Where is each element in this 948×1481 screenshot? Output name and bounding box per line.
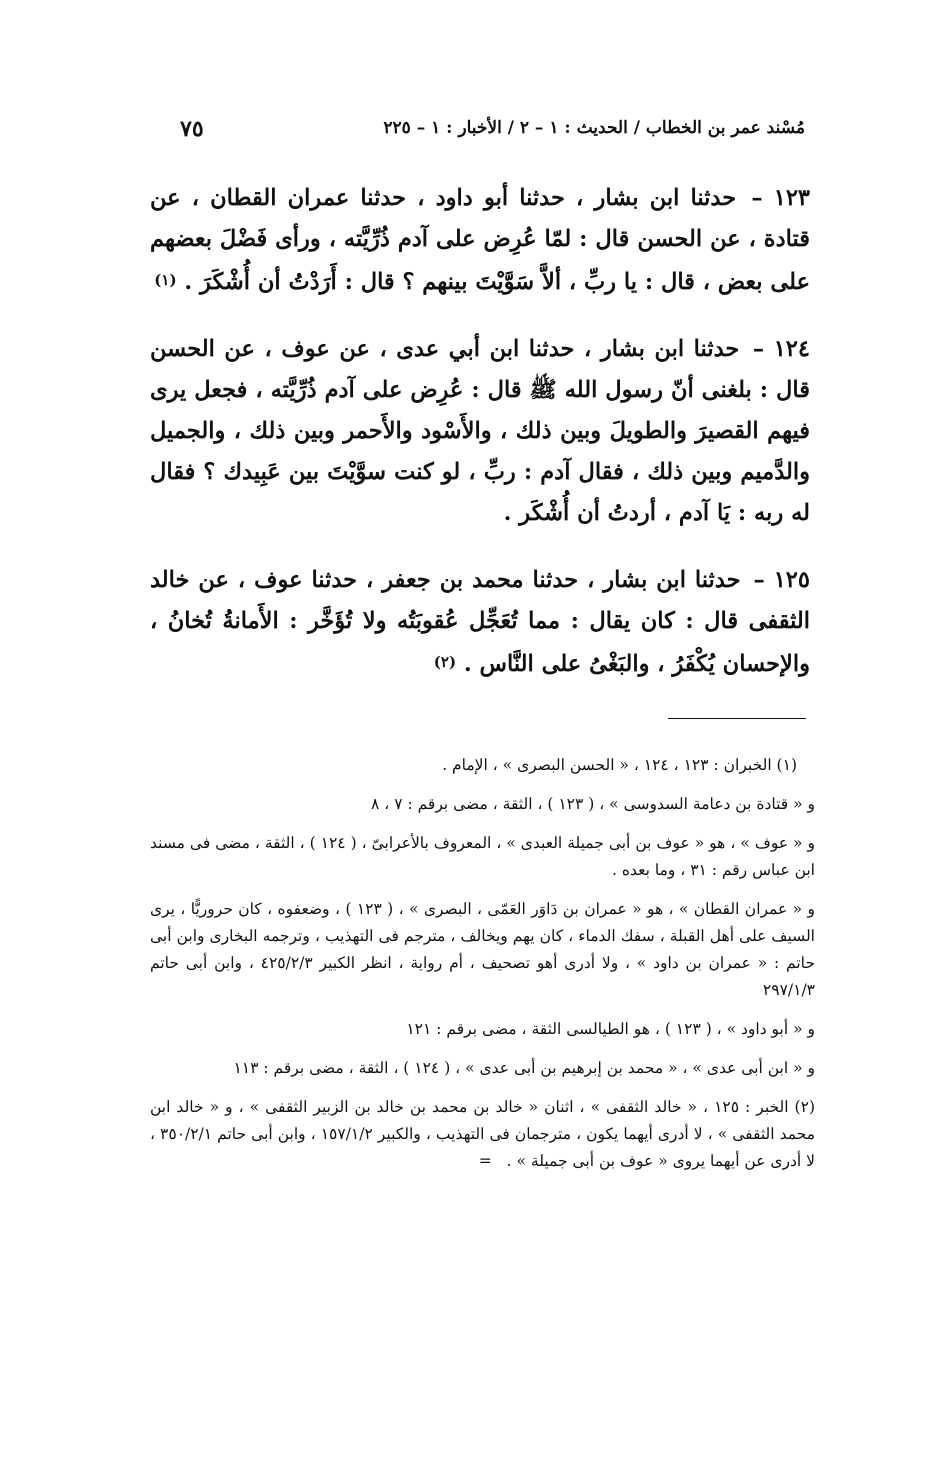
footnotes xyxy=(150,752,815,1187)
hadith-number: ١٢٣ – xyxy=(751,185,810,211)
hadith-number: ١٢٤ – xyxy=(752,336,810,362)
footnote-1-note: و « أبو داود » ، ( ١٢٣ ) ، هو الطيالسى الثقة ، مضى برقم : ١٢١ xyxy=(406,1020,815,1038)
footnote-ref: (٢) xyxy=(433,653,457,671)
header-title: مُسْند عمر بن الخطاب / الحديث : ١ – ٢ / الأخبار : ١ – ٢٢٥ xyxy=(383,118,805,138)
footnote-separator xyxy=(668,718,806,719)
hadith-125 xyxy=(150,560,810,685)
footnote-1-note: و « ابن أبى عدى » ، « محمد بن إبرهيم بن أبى عدى » ، ( ١٢٤ ) ، الثقة ، مضى برقم : ١١٣ xyxy=(233,1059,815,1077)
hadith-text: حدثنا ابن بشار ، حدثنا ابن أبي عدى ، عن عوف ، عن الحسن قال : بلغنى أنّ رسول الله ﷺ قال : عُرِض على آدم ذُرِّيَّته ، فجعل يرى فيهم القصيرَ والطويلَ وبين ذلك ، والأَسْود والأَحمر وبين ذلك ، والجميل والدَّميم وبين ذلك ، فقال آدم : ربِّ ، لو كنت سوَّيْتَ بين عَبِيدك ؟ فقال له ربه : يَا آدم ، أردتُ أن أُشْكَر . xyxy=(150,336,810,526)
footnote-1: (١) الخبران : ١٢٣ ، ١٢٤ ، « الحسن البصرى » ، الإمام . xyxy=(442,756,797,774)
footnote-1-note: و « عمران القطان » ، هو « عمران بن دَاوَر العَمّى ، البصرى » ، ( ١٢٣ ) ، وضعفوه ، كان حروريًّا ، يرى السيف على أهل القبلة ، سفك الدماء ، كان يهم ويخالف ، مترجم فى التهذيب ، وترجمه البخارى وابن أبى حاتم : « عمران بن داود » ، ولا أدرى أهو تصحيف ، أم رواية ، انظر الكبير ٤٢٥/٢/٣ ، وابن أبى حاتم ٢٩٧/١/٣ xyxy=(150,900,815,999)
running-header xyxy=(150,112,805,152)
hadith-123 xyxy=(150,178,810,303)
hadith-124 xyxy=(150,329,810,534)
hadith-number: ١٢٥ – xyxy=(753,567,810,593)
footnote-1-note: و « عوف » ، هو « عوف بن أبى جميلة العبدى » ، المعروف بالأعرابىّ ، ( ١٢٤ ) ، الثقة ، مضى فى مسند ابن عباس رقم : ٣١ ، وما بعده . xyxy=(150,834,815,879)
main-text xyxy=(150,178,810,711)
footnote-1-note: و « قتادة بن دعامة السدوسى » ، ( ١٢٣ ) ، الثقة ، مضى برقم : ٧ ، ٨ xyxy=(371,795,815,813)
footnote-ref: (١) xyxy=(154,271,177,289)
hadith-text: حدثنا ابن بشار ، حدثنا محمد بن جعفر ، حدثنا عوف ، عن خالد الثقفى قال : كان يقال : مما تُعَجِّل عُقوبَتُه ولا تُؤَخَّر : الأَمانةُ تُخانُ ، والإحسان يُكْفَرُ ، والبَغْىُ على النَّاس . xyxy=(150,567,810,677)
footnote-2-text: (٢) الخبر : ١٢٥ ، « خالد الثقفى » ، اثنان « خالد بن محمد بن خالد بن الزبير الثقفى » ، و « خالد ابن محمد الثقفى » ، لا أدرى أيهما يكون ، مترجمان فى التهذيب ، والكبير ١٥٧/١/٢ ، وابن أبى حاتم ٣٥٠/٢/١ ، لا أدرى عن أيهما يروى « عوف بن أبى جميلة » . xyxy=(150,1098,815,1170)
footnote-2 xyxy=(150,1094,815,1175)
page-number: ٧٥ xyxy=(180,116,204,142)
hadith-text: حدثنا ابن بشار ، حدثنا أبو داود ، حدثنا عمران القطان ، عن قتادة ، عن الحسن قال : لمّا عُرِض على آدم ذُرِّيَّته ، ورأى فَضْلَ بعضهم على بعض ، قال : يا ربِّ ، ألاَّ سَوَّيْتَ بينهم ؟ قال : أَرَدْتُ أن أُشْكَرَ . xyxy=(150,185,810,295)
end-mark: = xyxy=(478,1152,492,1170)
